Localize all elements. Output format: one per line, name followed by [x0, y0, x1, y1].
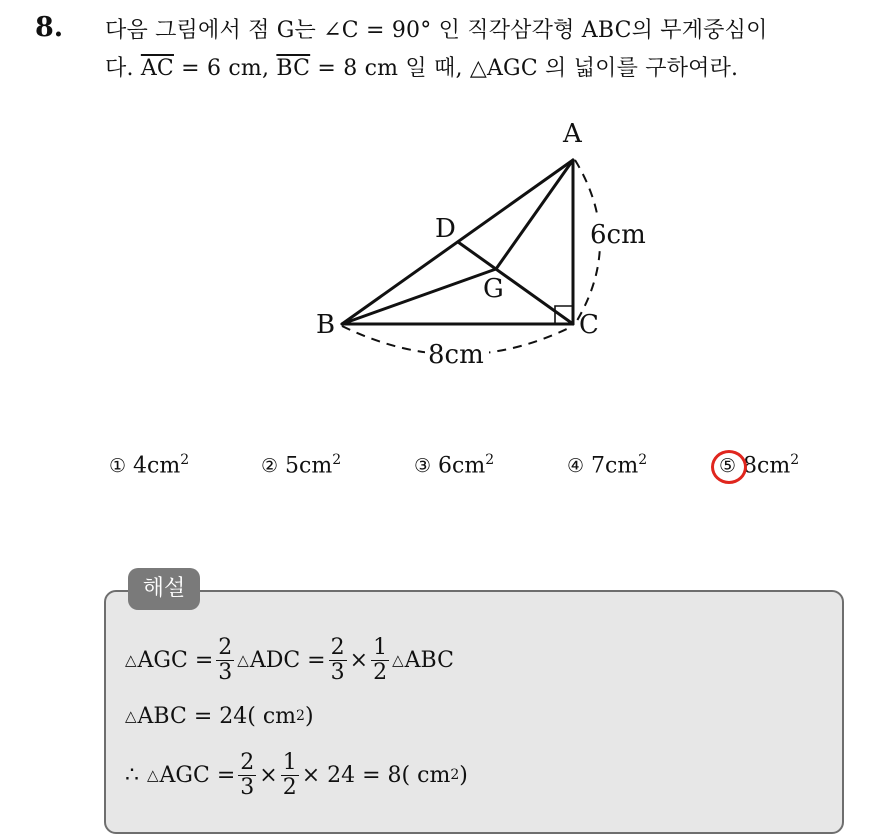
- fraction-denominator: 3: [240, 774, 255, 800]
- segment-ac: $\overline{AC}$: [140, 56, 174, 81]
- fraction-numerator: 2: [218, 635, 233, 661]
- choice-1-value: 4cm: [133, 453, 181, 479]
- fraction-numerator: 1: [282, 750, 297, 776]
- label-g: G: [483, 274, 504, 304]
- triangle-icon: △: [237, 651, 249, 669]
- fraction-denominator: 3: [330, 659, 345, 685]
- problem-text-line-1: 다음 그림에서 점 G는 ∠C = 90° 인 직각삼각형 ABC의 무게중심이: [105, 18, 768, 43]
- fraction: [216, 636, 234, 683]
- choice-4[interactable]: [567, 452, 647, 478]
- solution-line-1: [125, 628, 454, 692]
- fraction-denominator: 2: [282, 774, 297, 800]
- choice-5-value: 8cm: [743, 453, 791, 479]
- label-b: B: [316, 310, 336, 340]
- fraction-numerator: 2: [330, 635, 345, 661]
- triangle-icon: △: [125, 651, 137, 669]
- label-ac-length: 6cm: [590, 220, 646, 250]
- sol-l3-c: × 24 = 8( cm: [301, 762, 451, 788]
- problem-number: 8.: [35, 12, 64, 43]
- fraction-numerator: 2: [240, 750, 255, 776]
- sol-l1-c: ABC: [404, 647, 454, 673]
- choice-3-mark: ③: [414, 455, 432, 478]
- choice-3[interactable]: [414, 452, 494, 478]
- sol-l1-a: AGC =: [137, 647, 214, 673]
- times-sign: ×: [349, 647, 369, 673]
- fraction: [329, 636, 347, 683]
- choice-4-exp: 2: [638, 452, 648, 468]
- fraction: [238, 751, 256, 798]
- problem-text-prefix: 다.: [105, 56, 141, 81]
- times-sign: ×: [259, 762, 278, 788]
- label-bc-length: 8cm: [428, 340, 484, 370]
- segment-bc: $\overline{BC}$: [276, 56, 311, 81]
- choice-2-value: 5cm: [285, 453, 333, 479]
- choice-4-value: 7cm: [591, 453, 639, 479]
- choice-2[interactable]: [261, 452, 341, 478]
- sol-l2: ABC = 24( cm: [137, 703, 297, 729]
- sol-l2-exp: 2: [296, 708, 305, 724]
- choice-3-value: 6cm: [438, 453, 486, 479]
- problem-text-line-2: [105, 51, 738, 82]
- choice-5[interactable]: [719, 452, 799, 478]
- fraction-denominator: 3: [218, 659, 233, 685]
- choice-1-mark: ①: [109, 455, 127, 478]
- choice-4-mark: ④: [567, 455, 585, 478]
- segment-ac-value: = 6 cm,: [173, 56, 277, 81]
- choice-1-exp: 2: [180, 452, 190, 468]
- label-d: D: [435, 214, 456, 244]
- choice-5-exp: 2: [790, 452, 800, 468]
- fraction-denominator: 2: [373, 659, 388, 685]
- triangle-icon: △: [147, 766, 159, 784]
- segment-bc-value: = 8 cm 일 때, △AGC 의 넓이를 구하여라.: [310, 56, 739, 81]
- solution-line-2: [125, 698, 314, 734]
- choice-1[interactable]: [109, 452, 189, 478]
- sol-l3-exp: 2: [450, 767, 460, 783]
- sol-l1-b: ADC =: [249, 647, 326, 673]
- fraction: [371, 636, 389, 683]
- triangle-icon: △: [125, 707, 137, 725]
- triangle-figure: [280, 115, 700, 380]
- sol-l3-b: AGC =: [159, 762, 236, 788]
- choice-3-exp: 2: [485, 452, 495, 468]
- label-a: A: [563, 119, 582, 149]
- choice-2-exp: 2: [332, 452, 342, 468]
- label-c: C: [579, 310, 599, 340]
- sol-l3-end: ): [459, 762, 468, 788]
- choice-2-mark: ②: [261, 455, 279, 478]
- choice-5-mark-selected: ⑤: [719, 455, 737, 478]
- segment-bg: [342, 269, 496, 324]
- sol-l2-end: ): [304, 703, 314, 729]
- segment-ag: [496, 160, 573, 269]
- therefore-sign: ∴: [125, 762, 139, 788]
- triangle-icon: △: [392, 651, 404, 669]
- solution-line-3: [125, 743, 468, 807]
- solution-tag: 해설: [128, 568, 200, 610]
- answer-choices: [109, 452, 829, 492]
- fraction-numerator: 1: [373, 635, 388, 661]
- fraction: [281, 751, 299, 798]
